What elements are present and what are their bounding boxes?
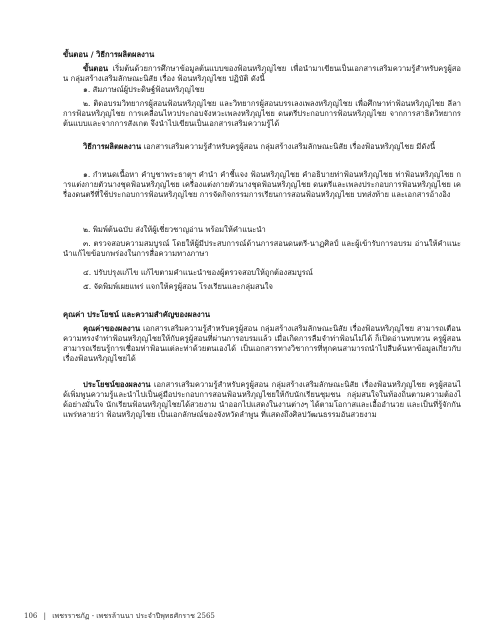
- method-step-1: ๑. กำหนดเนื้อหา คำบูชาพระธาตุฯ คำนำ คำชี้แจง ฟ้อนหริภุญไชย คำอธิบายท่าฟ้อนหริภุญไชย ท่าฟ้อนหริภุญไชย การแต่งกายตัวนางชุดฟ้อนหริภุญไชย เครื่องแต่งกายตัวนางชุดฟ้อนหริภุญไชย ดนตรีและเพลงประกอบการฟ้อนหริภุญไชย เครื่องดนตรีที่ใช้ประกอบการฟ้อนหริภุญไชย การจัดกิจกรรมการเรียนการสอนฟ้อนหริภุญไชย บทส่งท้าย และเอกสารอ้างอิง: [63, 170, 461, 199]
- page-number: 106: [24, 612, 38, 620]
- steps-intro-paragraph: [63, 64, 461, 84]
- steps-label: ขั้นตอน: [83, 64, 109, 73]
- benefit-label: ประโยชน์ของผลงาน: [83, 380, 151, 389]
- method-label: วิธีการผลิตผลงาน: [83, 142, 142, 151]
- page-footer: [24, 611, 215, 622]
- method-step-3: ๓. ตรวจสอบความสมบูรณ์ โดยให้ผู้มีประสบการณ์ด้านการสอนดนตรี-นาฏศิลป์ และผู้เข้ารับการอบรม อ่านให้คำแนะนำแก้ไขข้อบกพร่องในการสื่อความทางภาษา: [63, 239, 461, 258]
- method-intro-paragraph: [63, 142, 461, 152]
- method-step-4: ๔. ปรับปรุงแก้ไข แก้ไขตามคำแนะนำของผู้ตรวจสอบให้ถูกต้องสมบูรณ์: [83, 268, 313, 277]
- method-intro-text: เอกสารเสริมความรู้สำหรับครูผู้สอน กลุ่มสร้างเสริมลักษณะนิสัย เรื่องฟ้อนหริภุญไชย มีดังนี้: [143, 142, 436, 151]
- steps-intro-text: เริ่มต้นด้วยการศึกษาข้อมูลต้นแบบของฟ้อนหริภุญไชย เพื่อนำมาเขียนเป็นเอกสารเสริมความรู้สำหรับครูผู้สอน กลุ่มสร้างเสริมลักษณะนิสัย เรื่อง ฟ้อนหริภุญไชย ปฏิบัติ ดังนี้: [63, 64, 461, 83]
- step-2: ๒. ติดอบรมวิทยากรผู้สอนฟ้อนหริภุญไชย และวิทยากรผู้สอนบรรเลงเพลงหริภุญไชย เพื่อศึกษาท่าฟ้อนหริภุญไชย ลีลาการฟ้อนหริภุญไชย การเคลื่อนไหวประกอบจังหวะเพลงหริภุญไชย ดนตรีประกอบการฟ้อนหริภุญไชย จากการสาธิตวิทยากรต้นแบบและจากการสังเกต จึงนำไปเขียนเป็นเอกสารเสริมความรู้ได้: [63, 99, 461, 128]
- benefit-paragraph: [63, 380, 461, 420]
- value-text: เอกสารเสริมความรู้สำหรับครูผู้สอน กลุ่มสร้างเสริมลักษณะนิสัย เรื่องฟ้อนหริภุญไชย สามารถเตือนความทรงจำท่าฟ้อนหริภุญไชยให้กับครูผู้สอนที่ผ่านการอบรมแล้ว เมื่อเกิดการลืมจำท่าฟ้อนไม่ได้ ก็เปิดอ่านทบทวน ครูผู้สอนสามารถเรียนรู้การเชื่อมท่าฟ้อนแต่ละท่าด้วยตนเองได้ เป็นเอกสารทางวิชาการที่ทุกคนสามารถนำไปสืบค้นหาข้อมูลเกี่ยวกับเรื่องฟ้อนหริภุญไชยได้: [63, 324, 461, 363]
- publication-title: เพชรราชภัฏ - เพชรล้านนา ประจำปีพุทธศักราช 2565: [52, 612, 215, 620]
- section-heading-steps: ขั้นตอน / วิธีการผลิตผลงาน: [63, 50, 155, 59]
- method-step-5: ๕. จัดพิมพ์เผยแพร่ แจกให้ครูผู้สอน โรงเรียนและกลุ่มสนใจ: [83, 282, 273, 291]
- section-heading-value: คุณค่า ประโยชน์ และความสำคัญของผลงาน: [63, 310, 211, 319]
- value-label: คุณค่าของผลงาน: [83, 324, 141, 333]
- footer-divider: |: [43, 612, 46, 620]
- method-step-2: ๒. พิมพ์ต้นฉบับ ส่งให้ผู้เชี่ยวชาญอ่าน พร้อมให้คำแนะนำ: [83, 225, 266, 234]
- benefit-text: เอกสารเสริมความรู้สำหรับครูผู้สอน กลุ่มสร้างเสริมลักษณะนิสัย เรื่องฟ้อนหริภุญไชย ครูผู้สอนได้เพิ่มพูนความรู้และนำไปเป็นคู่มือประกอบการสอนฟ้อนหริภุญไชยให้กับนักเรียนชุมชน กลุ่มสนใจในท้องถิ่นตามความต้องได้อย่างมั่นใจ นักเรียนฟ้อนหริภุญไชยได้สวยงาม นำออกไปแสดงในงานต่างๆ ได้ตามโอกาสและเอื้ออำนวย และเป็นที่รู้จักกันแพร่หลายว่า ฟ้อนหริภุญไชย เป็นเอกลักษณ์ของจังหวัดลำพูน ที่แสดงถึงศิลปวัฒนธรรมอันสวยงาม: [63, 380, 461, 419]
- value-paragraph: [63, 324, 461, 364]
- step-1: ๑. สัมภาษณ์ผู้ประดิษฐ์ฟ้อนหริภุญไชย: [83, 85, 205, 94]
